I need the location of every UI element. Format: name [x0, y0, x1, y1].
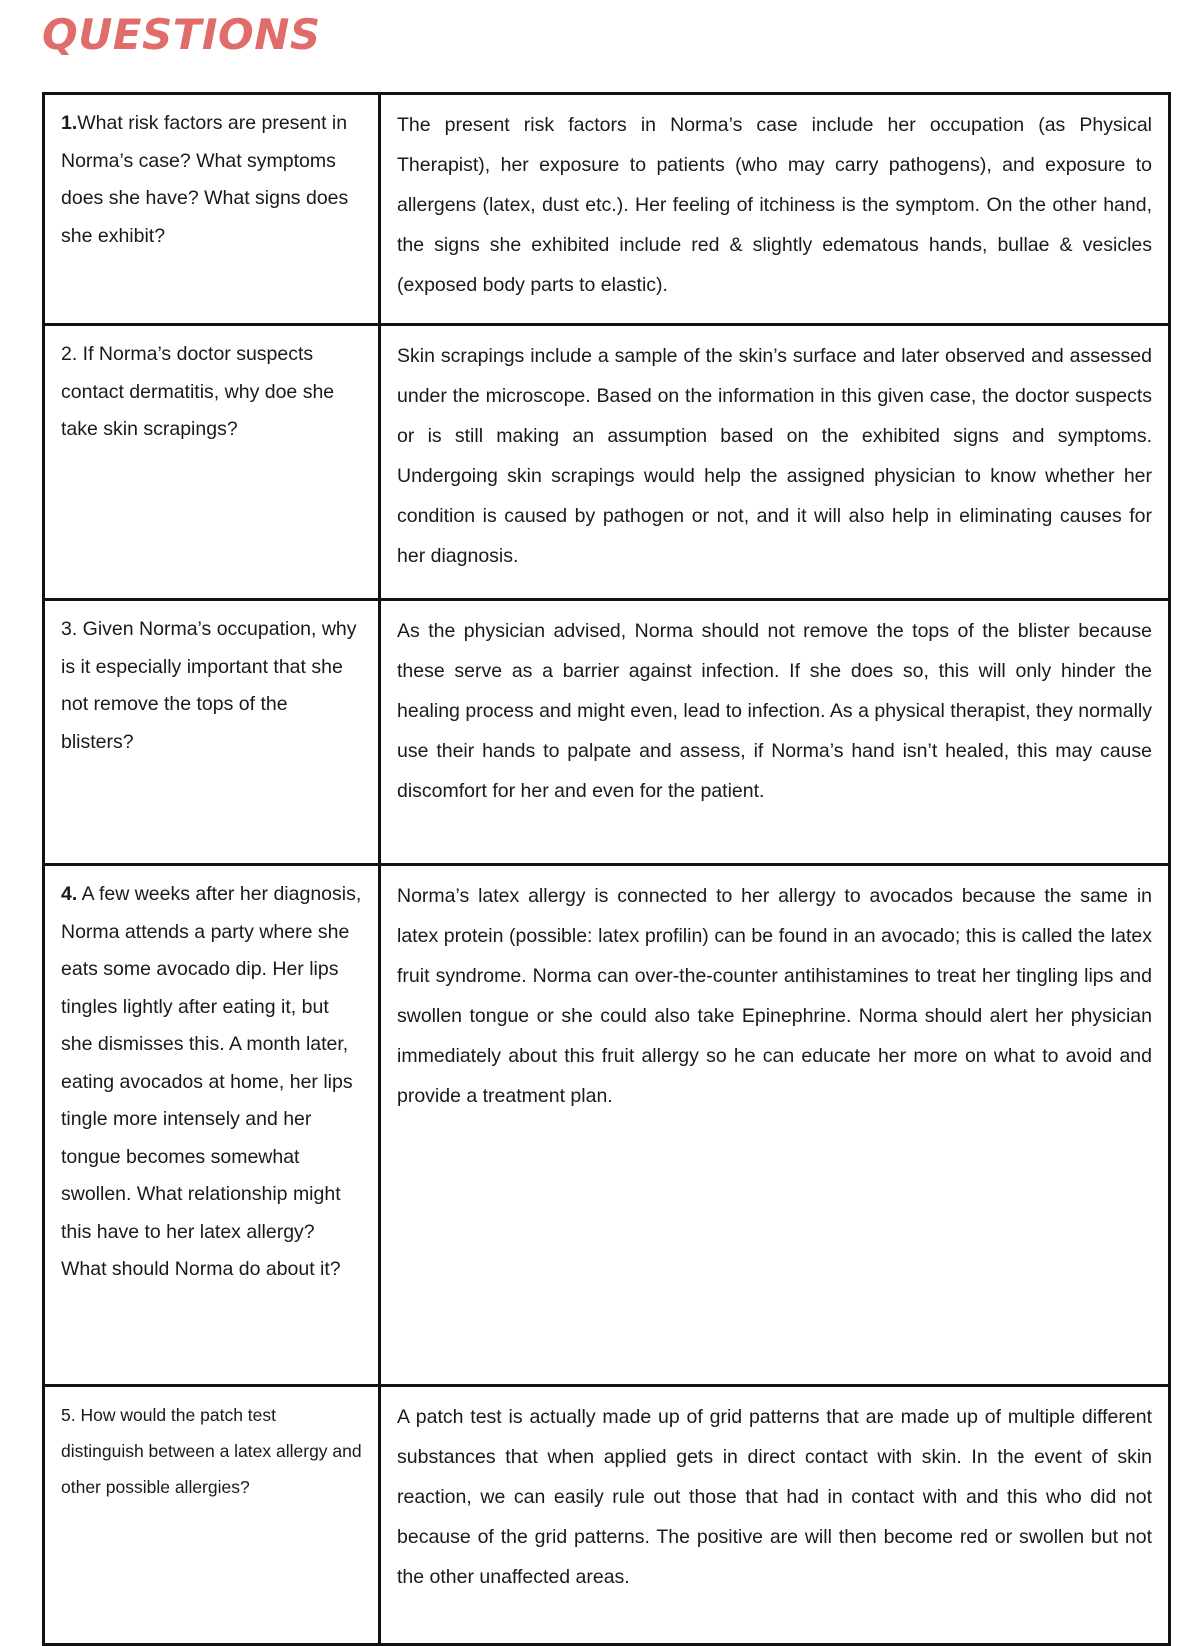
- answer-cell: [380, 325, 1170, 600]
- question-cell: [44, 325, 380, 600]
- answer-text: As the physician advised, Norma should not remove the tops of the blister because these serve as a barrier against infection. If she does so, this will only hinder the healing process and might even, lead to infection. As a physical therapist, they normally use their hands to palpate and assess, if Norma’s hand isn’t healed, this may cause discomfort for her and even for the patient.: [397, 620, 1152, 802]
- question-text: What risk factors are present in Norma’s case? What symptoms does she have? What signs does she exhibit?: [61, 112, 349, 247]
- question-text: How would the patch test distinguish between a latex allergy and other possible allergies?: [61, 1405, 362, 1497]
- answer-text: The present risk factors in Norma’s case include her occupation (as Physical Therapist), her exposure to patients (who may carry pathogens), and exposure to allergens (latex, dust etc.). Her feeling of itchiness is the symptom. On the other hand, the signs she exhibited include red & slightly edematous hands, bullae & vesicles (exposed body parts to elastic).: [397, 114, 1152, 296]
- table-row: [44, 865, 1170, 1386]
- answer-cell: [380, 1386, 1170, 1645]
- table-row: [44, 600, 1170, 865]
- table-row: [44, 1386, 1170, 1645]
- questions-table: [42, 92, 1171, 1646]
- table-row: [44, 325, 1170, 600]
- question-cell: [44, 1386, 380, 1645]
- answer-cell: [380, 94, 1170, 325]
- answer-cell: [380, 865, 1170, 1386]
- answer-text: A patch test is actually made up of grid patterns that are made up of multiple different substances that when applied gets in direct contact with skin. In the event of skin reaction, we can easily rule out those that had in contact with and this who did not because of the grid patterns. The positive are will then become red or swollen but not the other unaffected areas.: [397, 1406, 1152, 1588]
- question-number: 3.: [61, 618, 78, 640]
- question-cell: [44, 94, 380, 325]
- answer-text: Skin scrapings include a sample of the skin’s surface and later observed and assessed under the microscope. Based on the information in this given case, the doctor suspects or is still making an assumption based on the exhibited signs and symptoms. Undergoing skin scrapings would help the assigned physician to know whether her condition is caused by pathogen or not, and it will also help in eliminating causes for her diagnosis.: [397, 345, 1152, 567]
- page-title: QUESTIONS: [42, 10, 321, 59]
- table-row: [44, 94, 1170, 325]
- answer-text: Norma’s latex allergy is connected to her allergy to avocados because the same in latex protein (possible: latex profilin) can be found in an avocado; this is called the latex fruit syndrome. Norma can over-the-counter antihistamines to treat her tingling lips and swollen tongue or she could also take Epinephrine. Norma should alert her physician immediately about this fruit allergy so he can educate her more on what to avoid and provide a treatment plan.: [397, 885, 1152, 1107]
- question-text: A few weeks after her diagnosis, Norma attends a party where she eats some avocado dip. Her lips tingles lightly after eating it, but she dismisses this. A month later, eating avocados at home, her lips tingle more intensely and her tongue becomes somewhat swollen. What relationship might this have to her latex allergy? What should Norma do about it?: [61, 883, 362, 1280]
- question-number: 1.: [61, 112, 78, 134]
- question-cell: [44, 600, 380, 865]
- answer-cell: [380, 600, 1170, 865]
- question-number: 4.: [61, 883, 78, 905]
- question-number: 5.: [61, 1405, 76, 1425]
- question-cell: [44, 865, 380, 1386]
- question-number: 2.: [61, 343, 78, 365]
- question-text: If Norma’s doctor suspects contact dermatitis, why doe she take skin scrapings?: [61, 343, 335, 440]
- question-text: Given Norma’s occupation, why is it especially important that she not remove the tops of the blisters?: [61, 618, 357, 753]
